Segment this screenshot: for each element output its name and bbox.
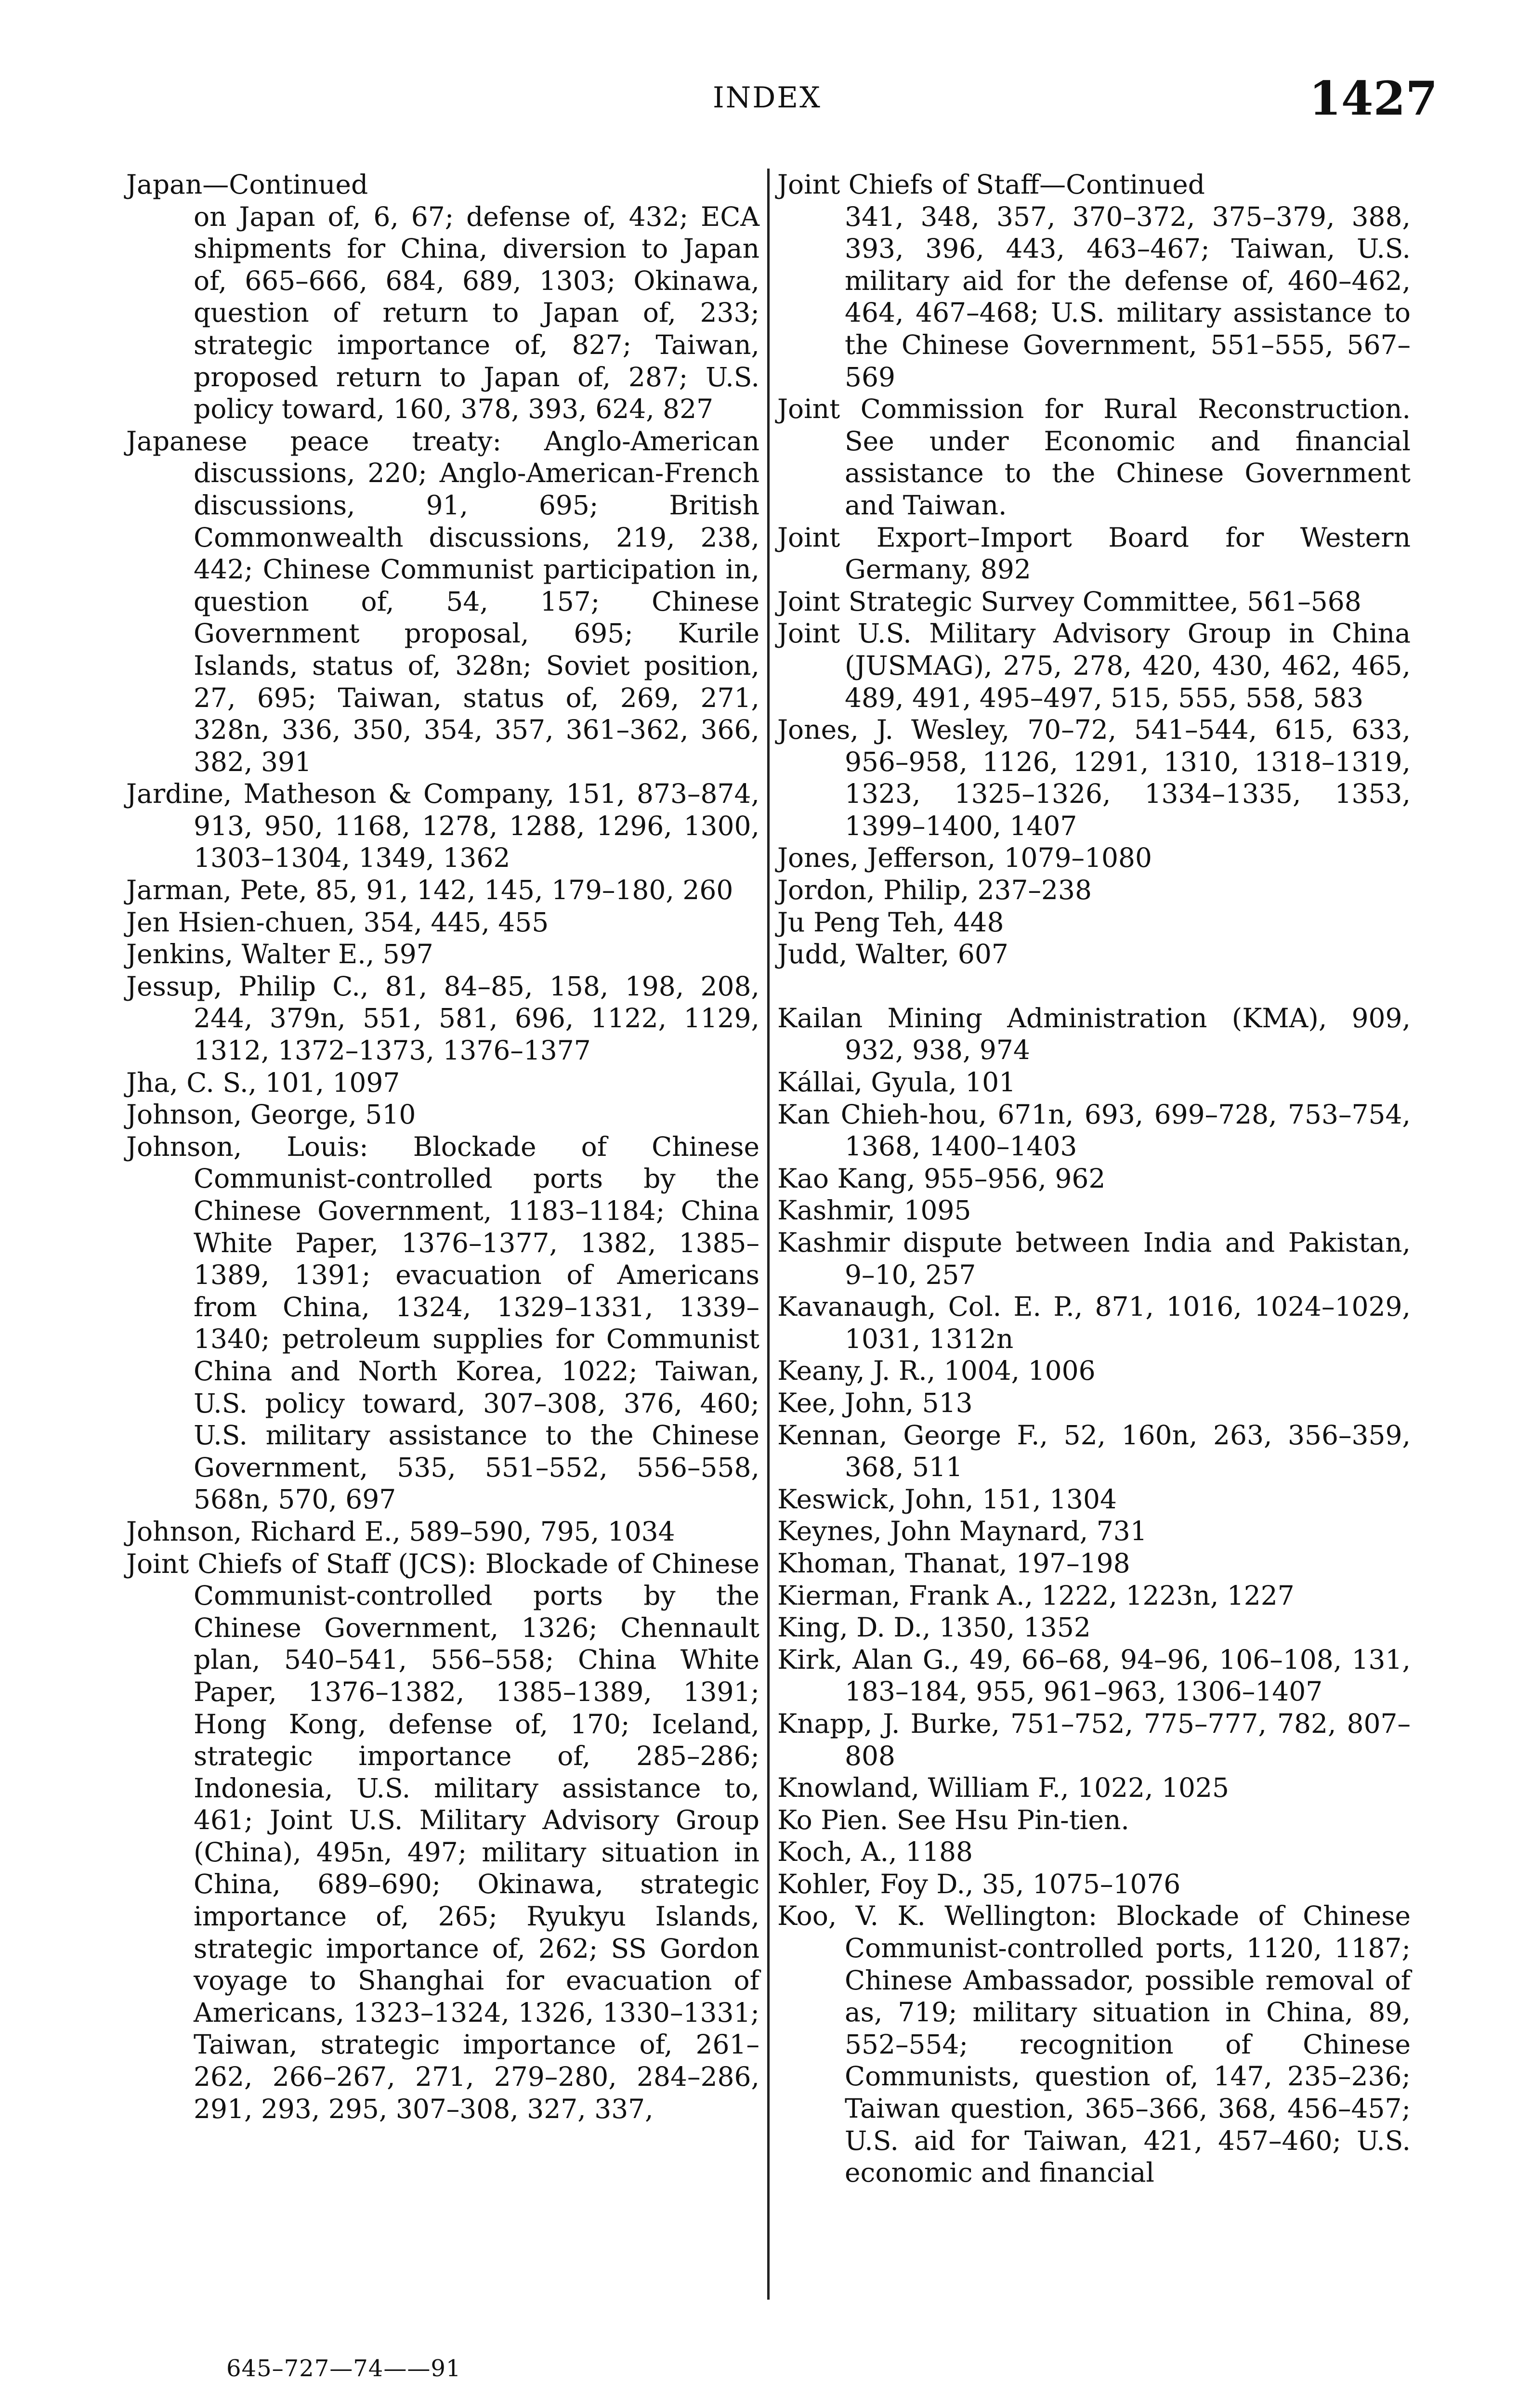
index-entry: Kan Chieh-hou, 671n, 693, 699–728, 753–754, 1368, 1400–1403 (777, 1099, 1411, 1162)
index-entry-continued (777, 169, 1411, 393)
index-entry-continued (126, 169, 759, 425)
index-entry: Kashmir, 1095 (777, 1195, 971, 1226)
index-entry: Knapp, J. Burke, 751–752, 775–777, 782, 807–808 (777, 1708, 1411, 1771)
index-entry: King, D. D., 1350, 1352 (777, 1612, 1091, 1643)
index-entry: Kennan, George F., 52, 160n, 263, 356–359, 368, 511 (777, 1419, 1411, 1483)
index-entry: Joint Chiefs of Staff (JCS): Blockade of Chinese Communist-controlled ports by the Chinese Government, 1326; Chennault plan, 540–541, 556–558; China White Paper, 1376–1382, 1385–1389, 1391; Hong Kong, defense of, 170; Iceland, strategic importance of, 285–286; Indonesia, U.S. military assistance to, 461; Joint U.S. Military Advisory Group (China), 495n, 497; military situation in China, 689–690; Okinawa, strategic importance of, 265; Ryukyu Islands, strategic importance of, 262; SS Gordon voyage to Shanghai for evacuation of Americans, 1323–1324, 1326, 1330–1331; Taiwan, strategic importance of, 261–262, 266–267, 271, 279–280, 284–286, 291, 293, 295, 307–308, 327, 337, (126, 1548, 759, 2124)
column-divider (767, 169, 770, 2300)
index-entry: Kee, John, 513 (777, 1387, 973, 1418)
index-entry: Johnson, Louis: Blockade of Chinese Communist-controlled ports by the Chinese Government, 1183–1184; China White Paper, 1376–1377, 1382, 1385–1389, 1391; evacuation of Americans from China, 1324, 1329–1331, 1339–1340; petroleum supplies for Communist China and North Korea, 1022; Taiwan, U.S. policy toward, 307–308, 376, 460; U.S. military assistance to the Chinese Government, 535, 551–552, 556–558, 568n, 570, 697 (126, 1131, 759, 1515)
index-entry: Kállai, Gyula, 101 (777, 1067, 1016, 1098)
index-entry: Kao Kang, 955–956, 962 (777, 1163, 1106, 1194)
index-entry: Kavanaugh, Col. E. P., 871, 1016, 1024–1029, 1031, 1312n (777, 1291, 1411, 1354)
index-entry: Koo, V. K. Wellington: Blockade of Chinese Communist-controlled ports, 1120, 1187; Chinese Ambassador, possible removal of as, 719; military situation in China, 89, 552–554; recognition of Chinese Communists, question of, 147, 235–236; Taiwan question, 365–366, 368, 456–457; U.S. aid for Taiwan, 421, 457–460; U.S. economic and financial (777, 1900, 1411, 2188)
index-entry: Johnson, Richard E., 589–590, 795, 1034 (126, 1516, 675, 1547)
index-entry: Kirk, Alan G., 49, 66–68, 94–96, 106–108, 131, 183–184, 955, 961–963, 1306–1407 (777, 1644, 1411, 1707)
continued-text: on Japan of, 6, 67; defense of, 432; ECA shipments for China, diversion to Japan of, 665–666, 684, 689, 1303; Okinawa, question of return to Japan of, 233; strategic importance of, 827; Taiwan, proposed return to Japan of, 287; U.S. policy toward, 160, 378, 393, 624, 827 (194, 201, 759, 425)
index-entry: Keswick, John, 151, 1304 (777, 1483, 1117, 1515)
continued-heading: Japan—Continued (126, 169, 368, 200)
index-entry: Jones, J. Wesley, 70–72, 541–544, 615, 633, 956–958, 1126, 1291, 1310, 1318–1319, 1323, 1325–1326, 1334–1335, 1353, 1399–1400, 1407 (777, 714, 1411, 841)
left-column (126, 169, 759, 2125)
index-entry: Kashmir dispute between India and Pakistan, 9–10, 257 (777, 1227, 1411, 1290)
index-entry: Joint Strategic Survey Committee, 561–568 (777, 586, 1361, 617)
index-entry: Joint U.S. Military Advisory Group in China (JUSMAG), 275, 278, 420, 430, 462, 465, 489, 491, 495–497, 515, 555, 558, 583 (777, 618, 1411, 713)
index-entry: Keynes, John Maynard, 731 (777, 1516, 1147, 1547)
index-entry: Knowland, William F., 1022, 1025 (777, 1772, 1229, 1804)
page-number: 1427 (1309, 71, 1438, 126)
index-entry: Jones, Jefferson, 1079–1080 (777, 842, 1152, 874)
index-entry: Johnson, George, 510 (126, 1099, 416, 1130)
index-entry: Jessup, Philip C., 81, 84–85, 158, 198, 208, 244, 379n, 551, 581, 696, 1122, 1129, 1312, 1372–1373, 1376–1377 (126, 970, 759, 1066)
index-entry: Jen Hsien-chuen, 354, 445, 455 (126, 906, 549, 938)
index-entry: Japanese peace treaty: Anglo-American discussions, 220; Anglo-American-French discussions, 91, 695; British Commonwealth discussions, 219, 238, 442; Chinese Communist participation in, question of, 54, 157; Chinese Government proposal, 695; Kurile Islands, status of, 328n; Soviet position, 27, 695; Taiwan, status of, 269, 271, 328n, 336, 350, 354, 357, 361–362, 366, 382, 391 (126, 425, 759, 777)
index-entry: Kohler, Foy D., 35, 1075–1076 (777, 1868, 1181, 1899)
index-entry: Jardine, Matheson & Company, 151, 873–874, 913, 950, 1168, 1278, 1288, 1296, 1300, 1303–1304, 1349, 1362 (126, 778, 759, 874)
index-entry: Jha, C. S., 101, 1097 (126, 1067, 400, 1098)
print-code: 645–727—74——91 (226, 2355, 461, 2382)
index-entry: Jenkins, Walter E., 597 (126, 939, 433, 970)
index-entry: Ju Peng Teh, 448 (777, 906, 1004, 938)
index-entry: Judd, Walter, 607 (777, 939, 1008, 970)
index-entry: Kailan Mining Administration (KMA), 909, 932, 938, 974 (777, 1002, 1411, 1066)
right-column (777, 169, 1411, 2189)
index-entry: Khoman, Thanat, 197–198 (777, 1547, 1130, 1579)
index-entry: Kierman, Frank A., 1222, 1223n, 1227 (777, 1580, 1295, 1611)
letter-section-gap (777, 970, 1411, 1002)
index-entry: Keany, J. R., 1004, 1006 (777, 1355, 1096, 1387)
continued-heading: Joint Chiefs of Staff—Continued (777, 169, 1205, 200)
index-entry: Ko Pien. See Hsu Pin-tien. (777, 1804, 1129, 1835)
index-entry: Jordon, Philip, 237–238 (777, 875, 1092, 906)
running-head: INDEX (713, 81, 822, 115)
index-entry: Joint Export–Import Board for Western Germany, 892 (777, 522, 1411, 585)
index-entry: Koch, A., 1188 (777, 1836, 973, 1868)
continued-text: 341, 348, 357, 370–372, 375–379, 388, 393, 396, 443, 463–467; Taiwan, U.S. military aid for the defense of, 460–462, 464, 467–468; U.S. military assistance to the Chinese Government, 551–555, 567–569 (845, 201, 1411, 393)
index-entry: Joint Commission for Rural Reconstruction. See under Economic and financial assistance to the Chinese Government and Taiwan. (777, 393, 1411, 521)
index-entry: Jarman, Pete, 85, 91, 142, 145, 179–180, 260 (126, 875, 733, 906)
